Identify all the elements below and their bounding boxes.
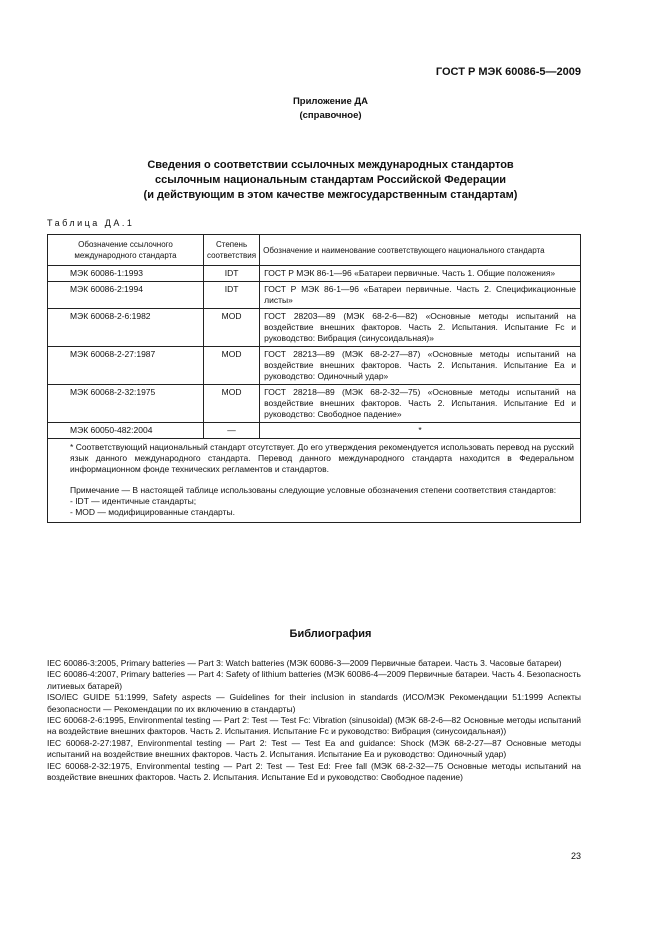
cell-degree: — (204, 423, 260, 439)
bibliography-title: Библиография (289, 628, 372, 640)
legend-mod: - MOD — модифицированные стандарты. (70, 507, 235, 517)
table-row (48, 282, 581, 309)
header-international-standard: Обозначение ссылочного международного стандарта (48, 235, 204, 266)
bibliography-item: IEC 60068-2-32:1975, Environmental testing — Part 2: Test — Test Ed: Free fall (МЭК 68-2-32—75 Основные методы испытаний на воздействие внешних факторов. Часть 2. Испытания. Испытание Ed и руководство: Свободное падение) (47, 760, 581, 783)
legend-idt: - IDT — идентичные стандарты; (70, 496, 197, 506)
cell-degree: MOD (204, 309, 260, 347)
cell-national: ГОСТ Р МЭК 86-1—96 «Батареи первичные. Часть 1. Общие положения» (260, 266, 581, 282)
cell-national: ГОСТ 28218—89 (МЭК 68-2-32—75) «Основные методы испытаний на воздействие внешних факторов. Часть 2. Испытания. Испытание Ed и руководство: Свободное падение» (260, 385, 581, 423)
appendix-type: (справочное) (299, 110, 362, 121)
page-number: 23 (570, 851, 581, 861)
cell-degree: IDT (204, 266, 260, 282)
cell-intl: МЭК 60068-2-6:1982 (48, 309, 204, 347)
cell-national: ГОСТ 28213—89 (МЭК 68-2-27—87) «Основные методы испытаний на воздействие внешних факторов. Часть 2. Испытания. Испытание Ea и руководство: Одиночный удар» (260, 347, 581, 385)
table-notes (48, 439, 581, 523)
title-line-2: ссылочным национальным стандартам Российской Федерации (154, 174, 507, 186)
title-line-1: Сведения о соответствии ссылочных международных стандартов (147, 159, 514, 171)
title-line-3: (и действующим в этом качестве межгосударственным стандартам) (143, 189, 518, 201)
bibliography-item: IEC 60068-2-6:1995, Environmental testing — Part 2: Test — Test Fc: Vibration (sinusoidal) (МЭК 68-2-6—82 Основные методы испытаний на воздействие внешних факторов. Часть 2. Испытания. Испытание Fc и руководство: Вибрация (синусоидальная)) (47, 715, 581, 737)
table-row (48, 385, 581, 423)
bibliography-item: IEC 60086-4:2007, Primary batteries — Part 4: Safety of lithium batteries (МЭК 60086-4—2009 Первичные батареи. Часть 4. Безопасность литиевых батарей) (47, 669, 581, 691)
cell-national: ГОСТ Р МЭК 86-1—96 «Батареи первичные. Часть 2. Спецификационные листы» (260, 282, 581, 309)
table-footnote: * Соответствующий национальный стандарт отсутствует. До его утверждения рекомендуется использовать перевод на русский язык данного международного стандарта. Перевод данного международного стандарта находится в Федеральном информационном фонде технических регламентов и стандартов. (70, 442, 574, 474)
header-degree: Степень соответствия (204, 235, 260, 266)
table-caption: Таблица ДА.1 (47, 218, 135, 228)
cell-degree: MOD (204, 385, 260, 423)
bibliography-item: IEC 60068-2-27:1987, Environmental testing — Part 2: Test — Test Ea and guidance: Shock (МЭК 68-2-27—87 Основные методы испытаний на воздействие внешних факторов. Часть 2. Испытания. Испытание Ea и руководство: Одиночный удар) (47, 737, 581, 760)
header-national-standard: Обозначение и наименование соответствующего национального стандарта (260, 235, 581, 266)
table-notes-row (48, 439, 581, 523)
correspondence-table (47, 234, 581, 523)
cell-national: ГОСТ 28203—89 (МЭК 68-2-6—82) «Основные методы испытаний на воздействие внешних факторов. Часть 2. Испытания. Испытание Fc и руководство: Вибрация (синусоидальная)» (260, 309, 581, 347)
bibliography-item: IEC 60086-3:2005, Primary batteries — Part 3: Watch batteries (МЭК 60086-3—2009 Первичные батареи. Часть 3. Часовые батареи) (47, 658, 562, 668)
standard-designation: ГОСТ Р МЭК 60086-5—2009 (435, 66, 581, 78)
appendix-name: Приложение ДА (292, 96, 369, 107)
table-row (48, 266, 581, 282)
table-row (48, 309, 581, 347)
bibliography-item: ISO/IEC GUIDE 51:1999, Safety aspects — Guidelines for their inclusion in standards (ИСО/МЭК Рекомендации 51:1999 Аспекты безопасности — Рекомендации по их включению в стандарты) (47, 692, 581, 714)
bibliography-list (47, 658, 581, 783)
cell-degree: IDT (204, 282, 260, 309)
cell-intl: МЭК 60068-2-32:1975 (48, 385, 204, 423)
table-note: Примечание — В настоящей таблице использованы следующие условные обозначения степени соответствия стандартов: (70, 485, 557, 495)
table-header-row (48, 235, 581, 266)
cell-intl: МЭК 60068-2-27:1987 (48, 347, 204, 385)
cell-national: * (260, 423, 581, 439)
cell-intl: МЭК 60086-2:1994 (48, 282, 204, 309)
table-row (48, 423, 581, 439)
cell-intl: МЭК 60050-482:2004 (48, 423, 204, 439)
cell-intl: МЭК 60086-1:1993 (48, 266, 204, 282)
table-row (48, 347, 581, 385)
cell-degree: MOD (204, 347, 260, 385)
